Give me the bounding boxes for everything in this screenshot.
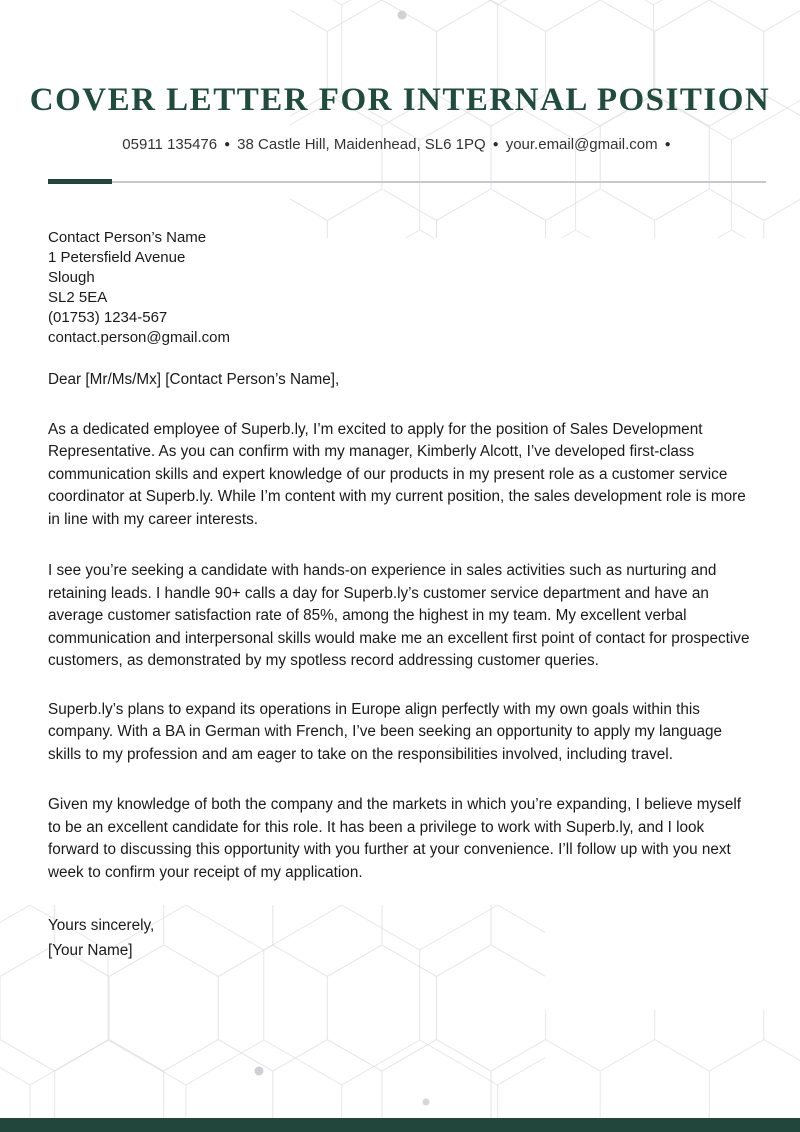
- bullet-separator-icon: ●: [492, 139, 499, 150]
- recipient-city: Slough: [48, 269, 95, 286]
- closing-line: Yours sincerely,: [48, 917, 155, 934]
- address-text: 38 Castle Hill, Maidenhead, SL6 1PQ: [237, 136, 486, 153]
- header-contact-line: [0, 136, 800, 153]
- closing-block: [48, 913, 755, 963]
- letter-body: [48, 228, 755, 963]
- recipient-phone: (01753) 1234-567: [48, 309, 168, 326]
- header-divider: [48, 179, 766, 184]
- email-text: your.email@gmail.com: [505, 136, 658, 153]
- paragraph-experience: I see you’re seeking a candidate with hands-on experience in sales activities such as nurturing and retaining leads. I handle 90+ calls a day for Superb.ly’s customer service department and have an average customer satisfaction rate of 85%, among the highest in my team. My excellent verbal communication and interpersonal skills would make me an excellent first point of contact for prospective customers, as demonstrated by my spotless record addressing customer queries.: [48, 562, 750, 669]
- bullet-separator-icon: ●: [224, 139, 231, 150]
- divider-line: [112, 181, 766, 183]
- paragraph-goals: Superb.ly’s plans to expand its operations in Europe align perfectly with my own goals within this company. With a BA in German with French, I’ve been seeking an opportunity to apply my language skills to my profession and am eager to take on the responsibilities involved, including travel.: [48, 700, 722, 763]
- pattern-dot: [255, 1067, 264, 1076]
- footer-bar: [0, 1118, 800, 1132]
- recipient-address-block: [48, 228, 755, 348]
- recipient-name: Contact Person’s Name: [48, 229, 207, 246]
- signature-name: [Your Name]: [48, 942, 133, 959]
- divider-accent-bar: [48, 179, 112, 184]
- recipient-postcode: SL2 5EA: [48, 289, 108, 306]
- pattern-dot: [423, 1099, 430, 1106]
- paragraph-closing-pitch: Given my knowledge of both the company and the markets in which you’re expanding, I believe myself to be an excellent candidate for this role. It has been a privilege to work with Superb.ly, and I look forward to discussing this opportunity with you further at your convenience. I’ll follow up with you next week to confirm your receipt of my application.: [48, 796, 741, 881]
- bullet-separator-icon: ●: [664, 139, 671, 150]
- phone-text: 05911 135476: [122, 136, 218, 153]
- salutation: Dear [Mr/Ms/Mx] [Contact Person’s Name],: [48, 371, 340, 388]
- recipient-street: 1 Petersfield Avenue: [48, 249, 186, 266]
- recipient-email: contact.person@gmail.com: [48, 329, 230, 346]
- page-title: COVER LETTER FOR INTERNAL POSITION: [29, 82, 771, 118]
- paragraph-intro: As a dedicated employee of Superb.ly, I’m excited to apply for the position of Sales Development Representative. As you can confirm with my manager, Kimberly Alcott, I’ve developed first-class communication skills and expert knowledge of our products in my present role as a customer service coordinator at Superb.ly. While I’m content with my current position, the sales development role is more in line with my career interests.: [48, 420, 746, 528]
